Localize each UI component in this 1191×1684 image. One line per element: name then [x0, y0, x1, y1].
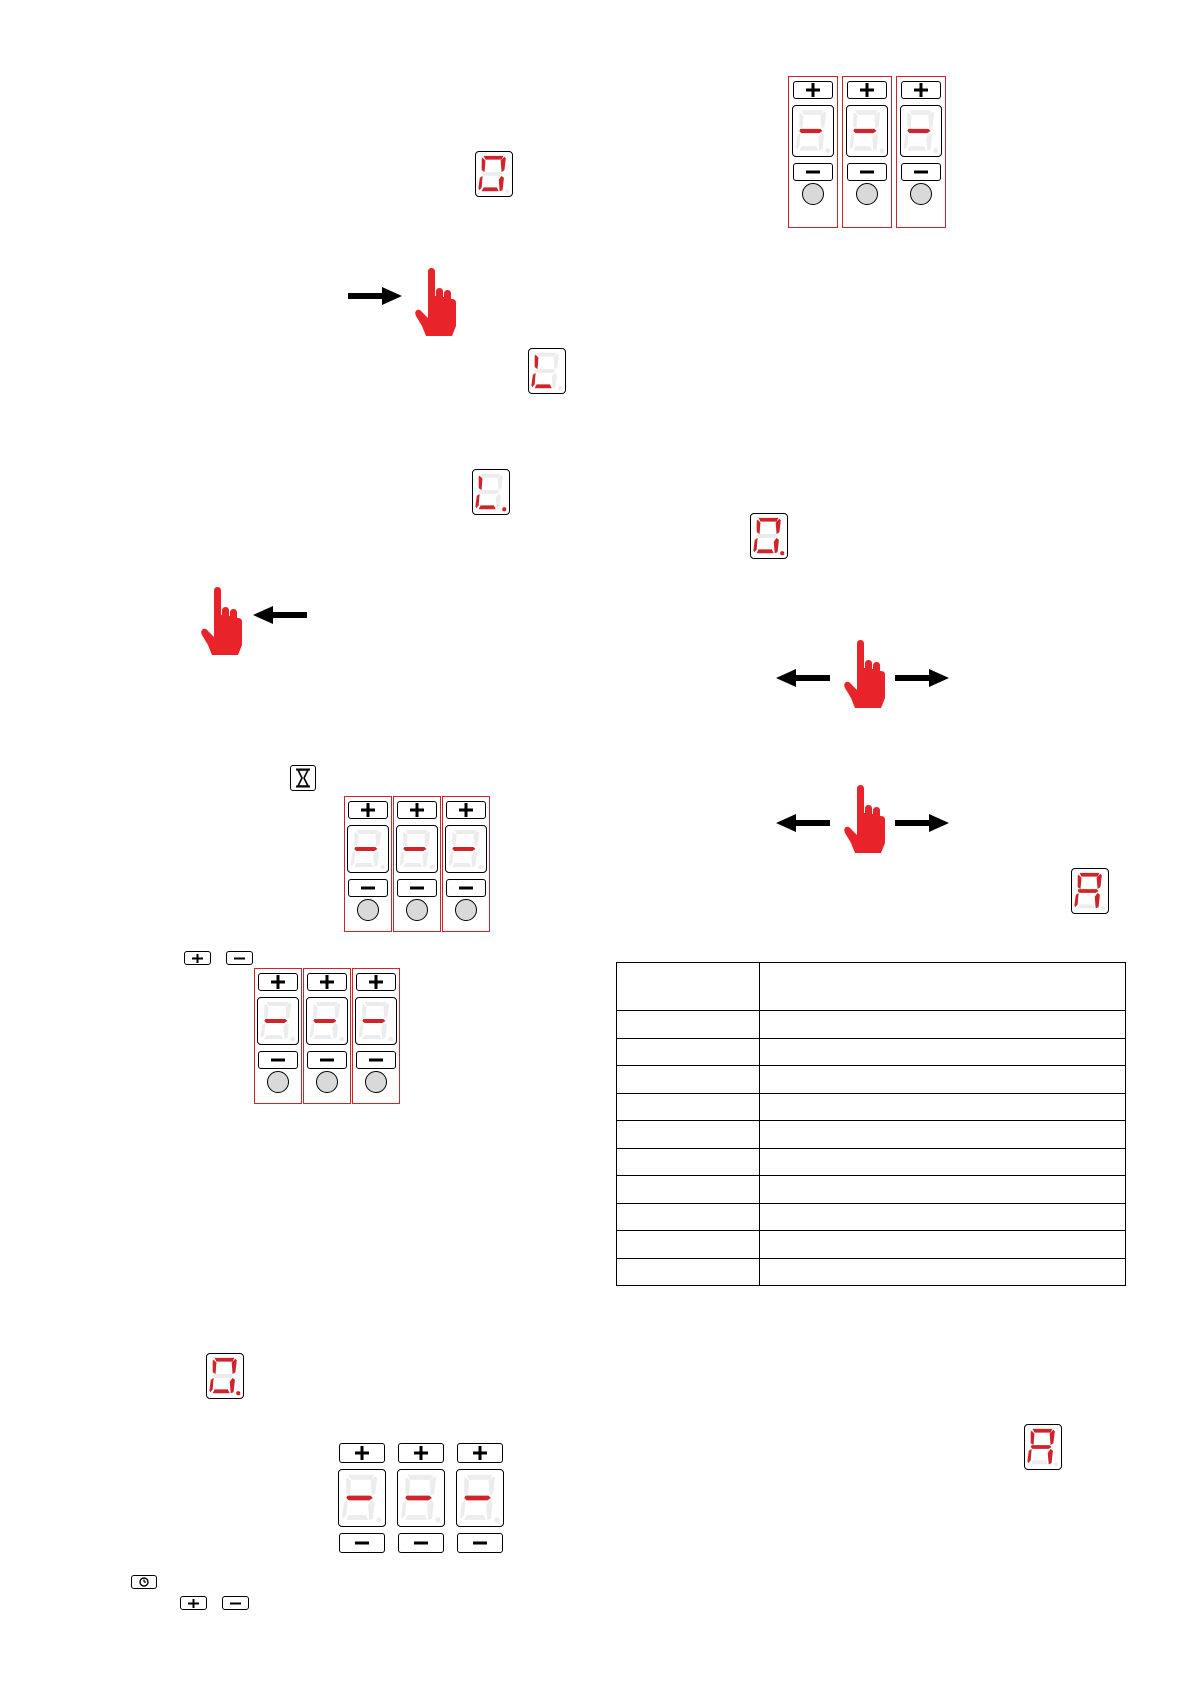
zone-indicator-light	[357, 899, 379, 921]
minus-button[interactable]	[398, 1533, 444, 1553]
zone-indicator-light	[365, 1071, 387, 1093]
minus-button[interactable]	[397, 879, 437, 897]
zone-indicator-light	[316, 1071, 338, 1093]
plus-button[interactable]	[446, 801, 486, 819]
zone-display	[355, 997, 397, 1045]
table-cell	[617, 1121, 760, 1149]
plus-icon	[459, 803, 473, 817]
plus-icon	[414, 1446, 428, 1460]
table-row	[617, 1093, 1126, 1121]
minus-icon	[369, 1053, 383, 1067]
minus-button[interactable]	[901, 163, 941, 181]
table-row	[617, 1231, 1126, 1259]
plus-button[interactable]	[398, 1443, 444, 1463]
minus-button[interactable]	[356, 1051, 396, 1069]
minus-button[interactable]	[258, 1051, 298, 1069]
plus-icon	[369, 975, 383, 989]
plus-button[interactable]	[356, 973, 396, 991]
table-cell	[617, 1066, 760, 1094]
table-cell	[760, 1093, 1126, 1121]
table-cell	[617, 1011, 760, 1039]
plus-button[interactable]	[847, 81, 887, 99]
table-cell	[760, 1066, 1126, 1094]
hand-pointing-icon	[414, 268, 456, 336]
table-cell	[760, 1231, 1126, 1259]
arrow-right-icon	[348, 287, 402, 305]
display-zero	[475, 151, 513, 197]
hand-pointing-icon	[843, 640, 885, 708]
plus-icon	[320, 975, 334, 989]
table-cell	[617, 1148, 760, 1176]
arrow-left-icon	[776, 669, 830, 687]
zone-display	[257, 997, 299, 1045]
table-cell	[617, 1176, 760, 1204]
zone-display	[397, 1469, 445, 1527]
zone-display	[846, 105, 888, 157]
arrow-right-icon	[895, 669, 949, 687]
minus-icon	[222, 1596, 249, 1610]
minus-icon	[410, 881, 424, 895]
zone-display	[396, 825, 438, 873]
minus-icon	[914, 165, 928, 179]
plus-icon	[355, 1446, 369, 1460]
zone-indicator-light	[406, 899, 428, 921]
hand-pointing-icon	[843, 785, 885, 853]
plus-icon	[914, 83, 928, 97]
parameter-table	[616, 962, 1126, 1286]
table-cell	[760, 1258, 1126, 1286]
table-cell	[617, 1231, 760, 1259]
zone-display	[792, 105, 834, 157]
zone-display	[338, 1469, 386, 1527]
table-cell	[760, 1148, 1126, 1176]
zone-indicator-light	[802, 183, 824, 205]
table-cell	[760, 1011, 1126, 1039]
table-cell	[760, 1203, 1126, 1231]
minus-button[interactable]	[457, 1533, 503, 1553]
table-row	[617, 1038, 1126, 1066]
table-header-cell	[760, 963, 1126, 1011]
table-cell	[760, 1038, 1126, 1066]
plus-icon	[271, 975, 285, 989]
hourglass-icon	[290, 765, 316, 791]
table-row	[617, 1203, 1126, 1231]
table-row	[617, 1121, 1126, 1149]
plus-button[interactable]	[457, 1443, 503, 1463]
plus-button[interactable]	[339, 1443, 385, 1463]
table-cell	[617, 1258, 760, 1286]
table-cell	[617, 1038, 760, 1066]
plus-button[interactable]	[348, 801, 388, 819]
zone-indicator-light	[267, 1071, 289, 1093]
zone-indicator-light	[455, 899, 477, 921]
hand-pointing-icon	[200, 587, 242, 655]
minus-icon	[860, 165, 874, 179]
minus-button[interactable]	[307, 1051, 347, 1069]
plus-icon	[860, 83, 874, 97]
zone-display	[347, 825, 389, 873]
table-row	[617, 1148, 1126, 1176]
minus-icon	[414, 1536, 428, 1550]
plus-icon	[806, 83, 820, 97]
plus-icon	[410, 803, 424, 817]
display-auto	[1071, 868, 1109, 914]
zone-display	[456, 1469, 504, 1527]
table-row	[617, 1011, 1126, 1039]
zone-display	[306, 997, 348, 1045]
minus-button[interactable]	[793, 163, 833, 181]
table-header-row	[617, 963, 1126, 1011]
zone-indicator-light	[856, 183, 878, 205]
table-cell	[760, 1121, 1126, 1149]
arrow-right-icon	[895, 814, 949, 832]
table-cell	[617, 1093, 760, 1121]
table-header-cell	[617, 963, 760, 1011]
plus-icon	[361, 803, 375, 817]
minus-icon	[320, 1053, 334, 1067]
table-cell	[760, 1176, 1126, 1204]
display-lock	[528, 348, 566, 394]
plus-button[interactable]	[258, 973, 298, 991]
table-row	[617, 1066, 1126, 1094]
plus-button[interactable]	[397, 801, 437, 819]
minus-icon	[361, 881, 375, 895]
table-cell	[617, 1203, 760, 1231]
clock-icon	[131, 1575, 157, 1589]
display-zero-dot	[750, 513, 788, 559]
plus-button[interactable]	[793, 81, 833, 99]
table-row	[617, 1258, 1126, 1286]
table-row	[617, 1176, 1126, 1204]
minus-icon	[459, 881, 473, 895]
minus-button[interactable]	[339, 1533, 385, 1553]
display-auto-bottom	[1024, 1424, 1062, 1470]
plus-icon	[473, 1446, 487, 1460]
minus-icon	[271, 1053, 285, 1067]
arrow-left-icon	[776, 814, 830, 832]
minus-icon	[355, 1536, 369, 1550]
minus-button[interactable]	[847, 163, 887, 181]
plus-icon	[180, 1596, 207, 1610]
zone-indicator-light	[910, 183, 932, 205]
zone-display	[445, 825, 487, 873]
zone-display	[900, 105, 942, 157]
display-lock-dot	[472, 469, 510, 515]
minus-icon	[806, 165, 820, 179]
minus-icon	[226, 951, 253, 965]
arrow-left-icon	[253, 606, 307, 624]
plus-button[interactable]	[901, 81, 941, 99]
plus-button[interactable]	[307, 973, 347, 991]
minus-button[interactable]	[348, 879, 388, 897]
plus-icon	[184, 951, 211, 965]
display-zero-dot-bottom	[206, 1353, 244, 1399]
minus-button[interactable]	[446, 879, 486, 897]
minus-icon	[473, 1536, 487, 1550]
